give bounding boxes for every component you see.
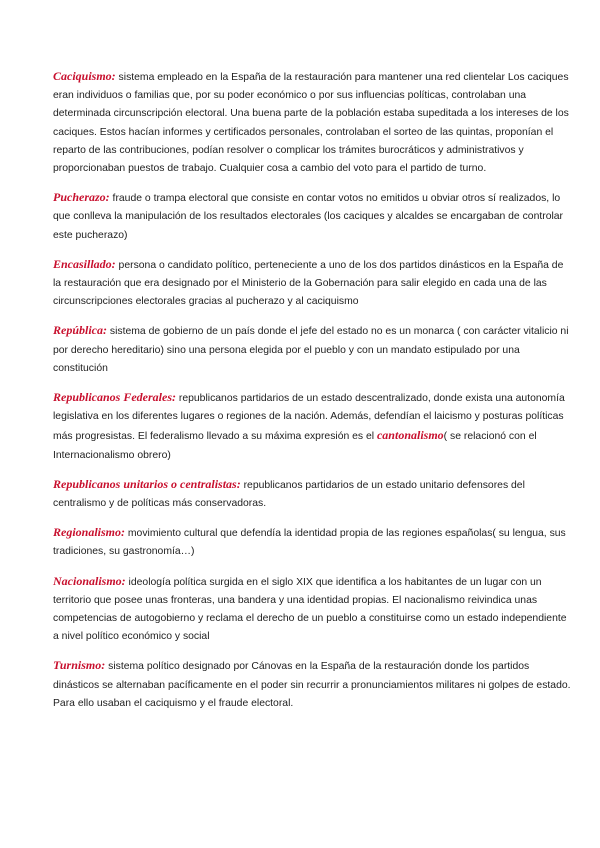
glossary-definition: sistema de gobierno de un país donde el jefe del estado no es un monarca ( con carácter vitalicio ni por derecho hereditario) sino una persona elegida por el pueblo y con un mandato estipulado por una constitución (53, 326, 569, 374)
glossary-entry-regionalismo (53, 523, 571, 561)
glossary-entry-turnismo (53, 656, 571, 713)
glossary (53, 67, 571, 723)
glossary-definition-continued: ( se relacionó con el Internacionalismo obrero) (53, 431, 537, 461)
glossary-term: Turnismo: (53, 658, 106, 673)
glossary-term: Republicanos Federales: (53, 390, 176, 405)
glossary-definition: persona o candidato político, perteneciente a uno de los dos partidos dinásticos en la España de la restauración que era designado por el Ministerio de la Gobernación para salir elegido en cada una de las circunscripciones electorales gracias al pucherazo y al caciquismo (53, 259, 564, 308)
glossary-term: Republicanos unitarios o centralistas: (53, 476, 241, 491)
glossary-definition: fraude o trampa electoral que consiste en contar votos no emitidos u obviar otros sí realizados, lo que conlleva la manipulación de los resultados electorales (los caciques y alcaldes se encargaban de controlar este pucherazo) (53, 193, 564, 241)
glossary-definition: movimiento cultural que defendía la identidad propia de las regiones españolas( su lengua, sus tradiciones, su gastronomía…) (53, 528, 566, 558)
glossary-term: Caciquismo: (53, 69, 116, 83)
glossary-term: Encasillado: (53, 256, 116, 271)
glossary-entry-pucherazo (53, 188, 571, 245)
glossary-entry-republicanos-federales (53, 388, 571, 465)
glossary-definition: sistema empleado en la España de la restauración para mantener una red clientelar Los caciques eran individuos o familias que, por su poder económico o por sus influencias políticas, controlaban una determinada circunscripción electoral. Una buena parte de la población estaba supeditada a los intereses de los caciques. Estos hacían informes y certificados personales, controlaban el sorteo de las quintas, proponían el reparto de las contribuciones, podían resolver o complicar los trámites burocráticos y administrativos y proporcionaban puestos de trabajo. Cualquier cosa a cambio del voto para el partido de turno. (53, 72, 569, 175)
glossary-term: Nacionalismo: (53, 573, 126, 588)
glossary-definition: sistema político designado por Cánovas en la España de la restauración donde los partidos dinásticos se alternaban pacíficamente en el poder sin recurrir a pronunciamientos militares ni golpes de estado. Para ello usaban el caciquismo y el fraude electoral. (53, 661, 571, 709)
glossary-term: Pucherazo: (53, 190, 110, 205)
glossary-term: Regionalismo: (53, 525, 126, 540)
glossary-entry-nacionalismo (53, 572, 571, 647)
glossary-term: República: (53, 323, 107, 338)
glossary-entry-caciquismo (53, 67, 571, 178)
glossary-definition: republicanos partidarios de un estado descentralizado, donde exista una autonomía legislativa en los diferentes lugares o regiones de la nación. Además, defendían el laicismo y posturas políticas más progresistas. El federalismo llevado a su máxima expresión es el (53, 393, 565, 443)
glossary-definition: republicanos partidarios de un estado unitario defensores del centralismo y de políticas más conservadoras. (53, 479, 525, 510)
glossary-definition: ideología política surgida en el siglo XIX que identifica a los habitantes de un lugar con un territorio que posee unas fronteras, una bandera y una identidad propias. El nacionalismo reivindica unas competencias de autogobierno y reclama el derecho de un pueblo a constituirse como un estado independiente a nivel político económico y social (53, 576, 567, 643)
glossary-entry-republica (53, 321, 571, 378)
glossary-entry-republicanos-unitarios (53, 475, 571, 513)
glossary-entry-encasillado (53, 255, 571, 312)
inline-term-cantonalismo: cantonalismo (376, 428, 444, 443)
